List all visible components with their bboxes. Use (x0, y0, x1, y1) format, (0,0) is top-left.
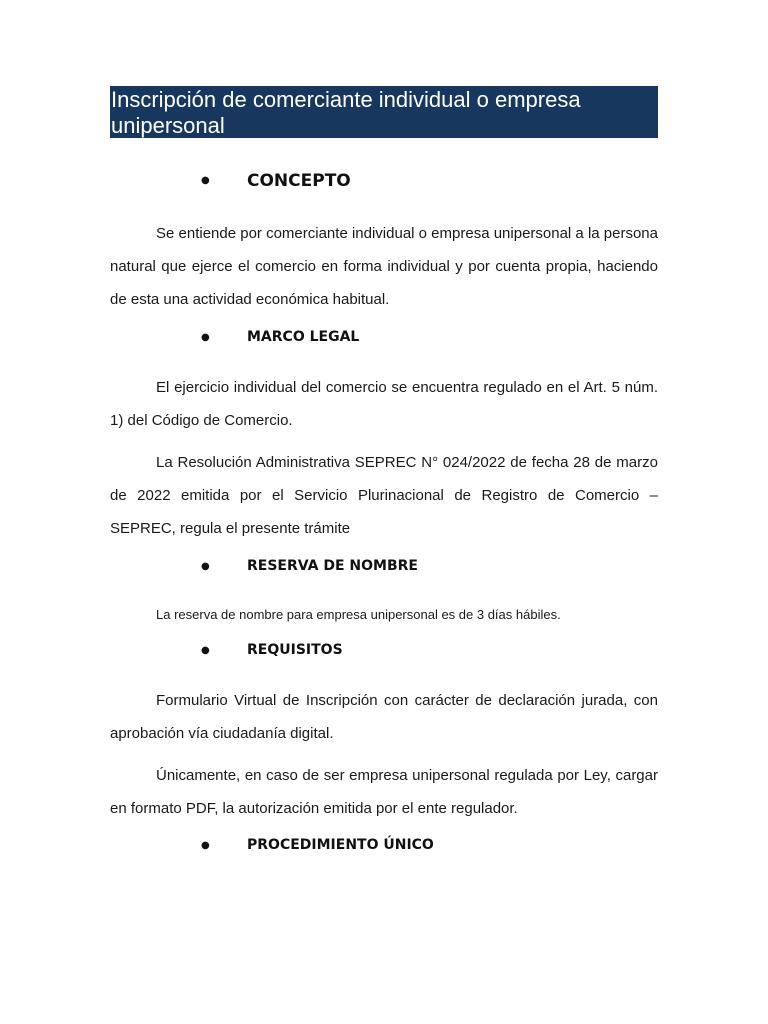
paragraph-marco-legal-2: La Resolución Administrativa SEPREC N° 024/2022 de fecha 28 de marzo de 2022 emitida por el Servicio Plurinacional de Registro de Comercio – SEPREC, regula el presente trámite (110, 454, 658, 537)
heading-text: RESERVA DE NOMBRE (247, 558, 418, 574)
paragraph-concepto: Se entiende por comerciante individual o empresa unipersonal a la persona natural que ejerce el comercio en forma individual y por cuenta propia, haciendo de esta una actividad económica habitual. (110, 225, 658, 308)
section-heading-requisitos (110, 642, 658, 666)
bullet-icon: ● (201, 645, 210, 656)
section-heading-reserva-de-nombre (110, 558, 658, 582)
paragraph-requisitos-2: Únicamente, en caso de ser empresa unipersonal regulada por Ley, cargar en formato PDF, la autorización emitida por el ente regulador. (110, 767, 658, 817)
paragraph-reserva-de-nombre: La reserva de nombre para empresa unipersonal es de 3 días hábiles. (156, 607, 561, 622)
bullet-icon: ● (201, 561, 210, 572)
bullet-icon: ● (201, 840, 210, 851)
bullet-icon: ● (201, 332, 210, 343)
paragraph-requisitos-1: Formulario Virtual de Inscripción con carácter de declaración jurada, con aprobación vía ciudadanía digital. (110, 692, 658, 742)
bullet-icon: ● (201, 175, 210, 186)
section-heading-marco-legal (110, 329, 658, 353)
section-heading-procedimiento-unico (110, 837, 658, 861)
heading-text: PROCEDIMIENTO ÚNICO (247, 837, 434, 853)
section-heading-concepto (110, 171, 658, 201)
paragraph-marco-legal-1: El ejercicio individual del comercio se encuentra regulado en el Art. 5 núm. 1) del Código de Comercio. (110, 379, 658, 429)
heading-text: MARCO LEGAL (247, 329, 360, 345)
heading-text: CONCEPTO (247, 171, 351, 191)
heading-text: REQUISITOS (247, 642, 343, 658)
document-title: Inscripción de comerciante individual o empresa unipersonal (110, 86, 658, 138)
document-page (110, 86, 658, 861)
